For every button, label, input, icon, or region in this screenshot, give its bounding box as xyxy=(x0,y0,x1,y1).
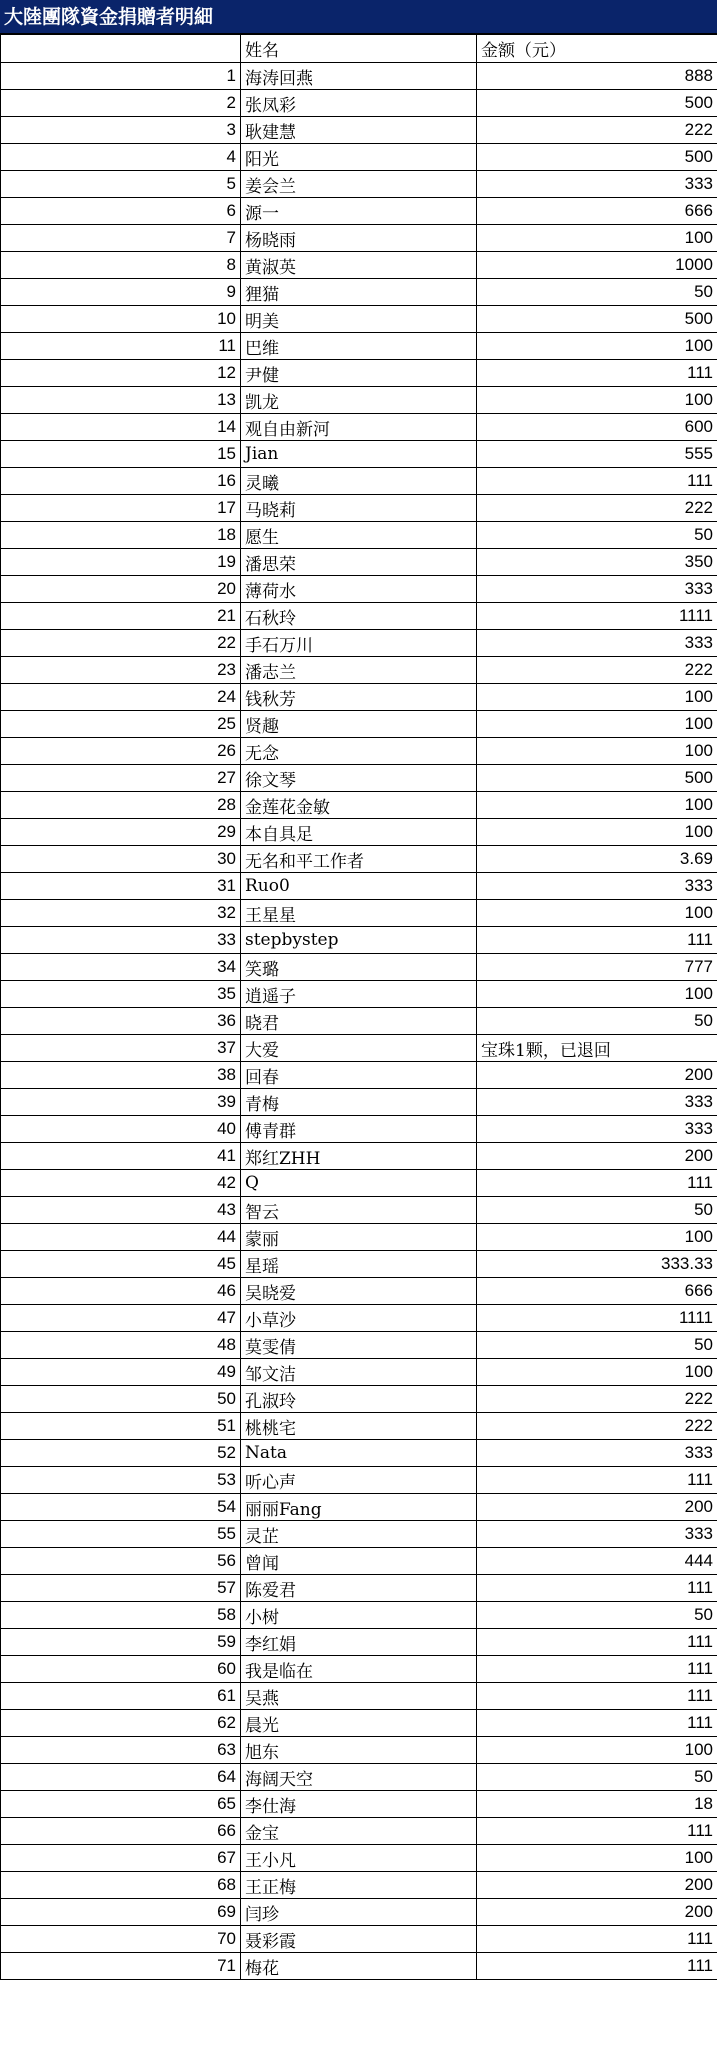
row-index: 52 xyxy=(1,1440,241,1467)
row-index: 8 xyxy=(1,252,241,279)
row-index: 38 xyxy=(1,1062,241,1089)
donation-amount: 666 xyxy=(477,198,717,225)
table-row xyxy=(1,1359,717,1386)
donation-amount: 333 xyxy=(477,576,717,603)
donation-amount: 100 xyxy=(477,333,717,360)
row-index: 30 xyxy=(1,846,241,873)
donor-name: 巴维 xyxy=(241,333,477,360)
donor-name: 无名和平工作者 xyxy=(241,846,477,873)
donation-amount: 50 xyxy=(477,1197,717,1224)
donor-name: 李红娟 xyxy=(241,1629,477,1656)
table-row xyxy=(1,1926,717,1953)
donation-amount: 500 xyxy=(477,144,717,171)
donor-name: 王小凡 xyxy=(241,1845,477,1872)
row-index: 6 xyxy=(1,198,241,225)
row-index: 22 xyxy=(1,630,241,657)
table-row xyxy=(1,144,717,171)
row-index: 50 xyxy=(1,1386,241,1413)
donation-amount: 111 xyxy=(477,1170,717,1197)
row-index: 7 xyxy=(1,225,241,252)
row-index: 29 xyxy=(1,819,241,846)
table-row xyxy=(1,1575,717,1602)
donation-amount: 111 xyxy=(477,1629,717,1656)
row-index: 43 xyxy=(1,1197,241,1224)
header-name: 姓名 xyxy=(241,35,477,63)
row-index: 56 xyxy=(1,1548,241,1575)
donation-amount: 18 xyxy=(477,1791,717,1818)
donation-amount: 1111 xyxy=(477,1305,717,1332)
table-row xyxy=(1,1197,717,1224)
donor-name: 陈爱君 xyxy=(241,1575,477,1602)
donor-name: 桃桃宅 xyxy=(241,1413,477,1440)
donation-amount: 333 xyxy=(477,1440,717,1467)
table-row xyxy=(1,630,717,657)
donation-amount: 222 xyxy=(477,1413,717,1440)
table-row xyxy=(1,792,717,819)
donor-name: 逍遥子 xyxy=(241,981,477,1008)
donation-amount: 200 xyxy=(477,1872,717,1899)
table-row xyxy=(1,1386,717,1413)
donation-amount: 350 xyxy=(477,549,717,576)
table-row xyxy=(1,657,717,684)
donor-name: 小草沙 xyxy=(241,1305,477,1332)
row-index: 32 xyxy=(1,900,241,927)
donor-name: 贤趣 xyxy=(241,711,477,738)
table-row xyxy=(1,1872,717,1899)
donor-name: 星瑶 xyxy=(241,1251,477,1278)
donation-amount: 50 xyxy=(477,1008,717,1035)
donation-amount: 500 xyxy=(477,90,717,117)
table-header-row xyxy=(1,35,717,63)
sheet-title: 大陸團隊資金捐贈者明細 xyxy=(0,0,717,34)
donor-name: 晓君 xyxy=(241,1008,477,1035)
donor-name: 大爱 xyxy=(241,1035,477,1062)
table-row xyxy=(1,1818,717,1845)
donation-amount: 100 xyxy=(477,387,717,414)
donor-name: 海阔天空 xyxy=(241,1764,477,1791)
table-row xyxy=(1,576,717,603)
table-row xyxy=(1,1089,717,1116)
row-index: 26 xyxy=(1,738,241,765)
table-row xyxy=(1,1494,717,1521)
donation-amount: 100 xyxy=(477,900,717,927)
table-row xyxy=(1,1683,717,1710)
donation-amount: 777 xyxy=(477,954,717,981)
row-index: 40 xyxy=(1,1116,241,1143)
donor-table xyxy=(0,34,717,1980)
row-index: 23 xyxy=(1,657,241,684)
header-index xyxy=(1,35,241,63)
table-row xyxy=(1,1332,717,1359)
donor-name: 薄荷水 xyxy=(241,576,477,603)
table-row xyxy=(1,1602,717,1629)
row-index: 70 xyxy=(1,1926,241,1953)
row-index: 35 xyxy=(1,981,241,1008)
row-index: 31 xyxy=(1,873,241,900)
donation-amount: 111 xyxy=(477,360,717,387)
donor-name: Nata xyxy=(241,1440,477,1467)
row-index: 61 xyxy=(1,1683,241,1710)
donation-amount: 1000 xyxy=(477,252,717,279)
header-amount: 金额（元） xyxy=(477,35,717,63)
donation-amount: 555 xyxy=(477,441,717,468)
row-index: 55 xyxy=(1,1521,241,1548)
donor-name: 张凤彩 xyxy=(241,90,477,117)
donor-name: 闫珍 xyxy=(241,1899,477,1926)
donor-name: 灵芷 xyxy=(241,1521,477,1548)
table-row xyxy=(1,1278,717,1305)
row-index: 45 xyxy=(1,1251,241,1278)
table-row xyxy=(1,279,717,306)
table-row xyxy=(1,1062,717,1089)
donation-amount: 333.33 xyxy=(477,1251,717,1278)
donor-name: 无念 xyxy=(241,738,477,765)
donor-name: Jian xyxy=(241,441,477,468)
donor-name: 郑红ZHH xyxy=(241,1143,477,1170)
table-row xyxy=(1,1116,717,1143)
donor-name: 金宝 xyxy=(241,1818,477,1845)
donor-name: 耿建慧 xyxy=(241,117,477,144)
row-index: 63 xyxy=(1,1737,241,1764)
donation-amount: 444 xyxy=(477,1548,717,1575)
table-row xyxy=(1,1629,717,1656)
donation-amount: 100 xyxy=(477,1224,717,1251)
row-index: 49 xyxy=(1,1359,241,1386)
donation-amount: 1111 xyxy=(477,603,717,630)
table-row xyxy=(1,1656,717,1683)
donor-name: 马晓莉 xyxy=(241,495,477,522)
table-row xyxy=(1,954,717,981)
table-row xyxy=(1,1899,717,1926)
row-index: 16 xyxy=(1,468,241,495)
donor-name: 笑璐 xyxy=(241,954,477,981)
table-row xyxy=(1,63,717,90)
row-index: 14 xyxy=(1,414,241,441)
row-index: 57 xyxy=(1,1575,241,1602)
table-row xyxy=(1,468,717,495)
table-row xyxy=(1,414,717,441)
donor-name: 黄淑英 xyxy=(241,252,477,279)
table-row xyxy=(1,1170,717,1197)
row-index: 20 xyxy=(1,576,241,603)
table-row xyxy=(1,738,717,765)
donation-amount: 500 xyxy=(477,306,717,333)
table-row xyxy=(1,495,717,522)
donation-amount: 100 xyxy=(477,225,717,252)
table-row xyxy=(1,306,717,333)
table-row xyxy=(1,360,717,387)
table-row xyxy=(1,684,717,711)
row-index: 46 xyxy=(1,1278,241,1305)
donor-name: 吴燕 xyxy=(241,1683,477,1710)
table-row xyxy=(1,171,717,198)
row-index: 9 xyxy=(1,279,241,306)
donation-amount: 111 xyxy=(477,1926,717,1953)
row-index: 25 xyxy=(1,711,241,738)
donation-amount: 100 xyxy=(477,738,717,765)
table-row xyxy=(1,1224,717,1251)
donation-amount: 111 xyxy=(477,927,717,954)
row-index: 64 xyxy=(1,1764,241,1791)
donor-name: 我是临在 xyxy=(241,1656,477,1683)
donor-name: 晨光 xyxy=(241,1710,477,1737)
donor-name: 金莲花金敏 xyxy=(241,792,477,819)
row-index: 5 xyxy=(1,171,241,198)
donation-amount: 111 xyxy=(477,468,717,495)
donation-amount: 111 xyxy=(477,1656,717,1683)
row-index: 36 xyxy=(1,1008,241,1035)
table-row xyxy=(1,1791,717,1818)
row-index: 12 xyxy=(1,360,241,387)
donor-name: 徐文琴 xyxy=(241,765,477,792)
donor-name: 手石万川 xyxy=(241,630,477,657)
row-index: 51 xyxy=(1,1413,241,1440)
donation-amount: 100 xyxy=(477,684,717,711)
donor-name: 源一 xyxy=(241,198,477,225)
table-row xyxy=(1,1008,717,1035)
donation-amount: 222 xyxy=(477,657,717,684)
donation-amount: 888 xyxy=(477,63,717,90)
donation-amount: 111 xyxy=(477,1467,717,1494)
donor-name: 听心声 xyxy=(241,1467,477,1494)
donation-amount: 600 xyxy=(477,414,717,441)
table-row xyxy=(1,1737,717,1764)
donation-amount: 3.69 xyxy=(477,846,717,873)
row-index: 47 xyxy=(1,1305,241,1332)
donor-name: 丽丽Fang xyxy=(241,1494,477,1521)
donor-name: 姜会兰 xyxy=(241,171,477,198)
row-index: 21 xyxy=(1,603,241,630)
table-row xyxy=(1,1953,717,1980)
row-index: 27 xyxy=(1,765,241,792)
donation-amount: 500 xyxy=(477,765,717,792)
donation-amount: 333 xyxy=(477,1116,717,1143)
row-index: 42 xyxy=(1,1170,241,1197)
row-index: 33 xyxy=(1,927,241,954)
row-index: 71 xyxy=(1,1953,241,1980)
donor-name: 蒙丽 xyxy=(241,1224,477,1251)
table-row xyxy=(1,765,717,792)
row-index: 54 xyxy=(1,1494,241,1521)
row-index: 53 xyxy=(1,1467,241,1494)
donor-name: 傅青群 xyxy=(241,1116,477,1143)
row-index: 24 xyxy=(1,684,241,711)
donor-name: 莫雯倩 xyxy=(241,1332,477,1359)
donation-amount: 333 xyxy=(477,1521,717,1548)
donor-name: 潘志兰 xyxy=(241,657,477,684)
table-row xyxy=(1,711,717,738)
row-index: 1 xyxy=(1,63,241,90)
table-row xyxy=(1,90,717,117)
table-row xyxy=(1,1035,717,1062)
table-row xyxy=(1,873,717,900)
row-index: 59 xyxy=(1,1629,241,1656)
donor-name: 明美 xyxy=(241,306,477,333)
donor-name: Q xyxy=(241,1170,477,1197)
row-index: 11 xyxy=(1,333,241,360)
row-index: 34 xyxy=(1,954,241,981)
donation-amount: 111 xyxy=(477,1818,717,1845)
donor-name: 王星星 xyxy=(241,900,477,927)
table-row xyxy=(1,441,717,468)
row-index: 44 xyxy=(1,1224,241,1251)
donation-amount: 100 xyxy=(477,1737,717,1764)
row-index: 37 xyxy=(1,1035,241,1062)
table-row xyxy=(1,198,717,225)
table-row xyxy=(1,522,717,549)
donation-amount: 200 xyxy=(477,1899,717,1926)
donor-name: 孔淑玲 xyxy=(241,1386,477,1413)
donor-name: 杨晓雨 xyxy=(241,225,477,252)
donation-amount: 100 xyxy=(477,819,717,846)
donor-rows xyxy=(1,63,717,1980)
row-index: 69 xyxy=(1,1899,241,1926)
donor-name: 曾闻 xyxy=(241,1548,477,1575)
table-row xyxy=(1,1143,717,1170)
row-index: 13 xyxy=(1,387,241,414)
table-row xyxy=(1,1440,717,1467)
table-row xyxy=(1,981,717,1008)
row-index: 67 xyxy=(1,1845,241,1872)
row-index: 65 xyxy=(1,1791,241,1818)
donor-name: 吴晓爱 xyxy=(241,1278,477,1305)
donor-name: 聂彩霞 xyxy=(241,1926,477,1953)
row-index: 3 xyxy=(1,117,241,144)
donor-name: 狸猫 xyxy=(241,279,477,306)
donation-amount: 200 xyxy=(477,1494,717,1521)
donor-name: 尹健 xyxy=(241,360,477,387)
donation-amount: 50 xyxy=(477,1332,717,1359)
donor-name: 愿生 xyxy=(241,522,477,549)
table-row xyxy=(1,117,717,144)
donation-amount: 111 xyxy=(477,1575,717,1602)
donor-name: 凯龙 xyxy=(241,387,477,414)
donation-amount: 333 xyxy=(477,630,717,657)
donation-amount: 222 xyxy=(477,495,717,522)
table-row xyxy=(1,1845,717,1872)
donation-amount: 333 xyxy=(477,1089,717,1116)
row-index: 2 xyxy=(1,90,241,117)
donation-amount: 222 xyxy=(477,117,717,144)
table-row xyxy=(1,900,717,927)
donation-amount: 222 xyxy=(477,1386,717,1413)
table-row xyxy=(1,1251,717,1278)
donor-name: 阳光 xyxy=(241,144,477,171)
donor-name: 回春 xyxy=(241,1062,477,1089)
row-index: 10 xyxy=(1,306,241,333)
donation-amount: 50 xyxy=(477,522,717,549)
row-index: 41 xyxy=(1,1143,241,1170)
donor-name: 青梅 xyxy=(241,1089,477,1116)
table-row xyxy=(1,225,717,252)
donor-name: Ruo0 xyxy=(241,873,477,900)
row-index: 15 xyxy=(1,441,241,468)
donor-name: 观自由新河 xyxy=(241,414,477,441)
donor-name: 海涛回燕 xyxy=(241,63,477,90)
donation-amount: 200 xyxy=(477,1143,717,1170)
table-row xyxy=(1,252,717,279)
donation-amount: 宝珠1颗，已退回 xyxy=(477,1035,717,1062)
donor-name: 旭东 xyxy=(241,1737,477,1764)
row-index: 60 xyxy=(1,1656,241,1683)
table-row xyxy=(1,1548,717,1575)
row-index: 58 xyxy=(1,1602,241,1629)
table-row xyxy=(1,1521,717,1548)
table-row xyxy=(1,1467,717,1494)
donation-amount: 333 xyxy=(477,171,717,198)
table-row xyxy=(1,1413,717,1440)
donation-amount: 100 xyxy=(477,792,717,819)
donation-amount: 100 xyxy=(477,711,717,738)
row-index: 28 xyxy=(1,792,241,819)
donation-amount: 100 xyxy=(477,1359,717,1386)
donation-amount: 100 xyxy=(477,1845,717,1872)
donation-amount: 50 xyxy=(477,279,717,306)
donor-name: 李仕海 xyxy=(241,1791,477,1818)
table-row xyxy=(1,846,717,873)
table-row xyxy=(1,1710,717,1737)
donation-amount: 100 xyxy=(477,981,717,1008)
row-index: 39 xyxy=(1,1089,241,1116)
row-index: 4 xyxy=(1,144,241,171)
donation-amount: 111 xyxy=(477,1953,717,1980)
donor-name: 本自具足 xyxy=(241,819,477,846)
donor-name: 钱秋芳 xyxy=(241,684,477,711)
donor-name: stepbystep xyxy=(241,927,477,954)
donation-amount: 200 xyxy=(477,1062,717,1089)
donation-amount: 333 xyxy=(477,873,717,900)
donor-name: 小树 xyxy=(241,1602,477,1629)
table-row xyxy=(1,819,717,846)
row-index: 17 xyxy=(1,495,241,522)
row-index: 19 xyxy=(1,549,241,576)
table-row xyxy=(1,927,717,954)
table-row xyxy=(1,1305,717,1332)
donation-amount: 111 xyxy=(477,1683,717,1710)
row-index: 66 xyxy=(1,1818,241,1845)
donation-amount: 666 xyxy=(477,1278,717,1305)
donation-amount: 50 xyxy=(477,1602,717,1629)
table-row xyxy=(1,387,717,414)
row-index: 18 xyxy=(1,522,241,549)
donor-name: 灵曦 xyxy=(241,468,477,495)
donor-name: 潘思荣 xyxy=(241,549,477,576)
donor-name: 邹文洁 xyxy=(241,1359,477,1386)
donor-name: 王正梅 xyxy=(241,1872,477,1899)
table-row xyxy=(1,603,717,630)
donor-name: 智云 xyxy=(241,1197,477,1224)
donor-name: 石秋玲 xyxy=(241,603,477,630)
table-row xyxy=(1,549,717,576)
donation-amount: 111 xyxy=(477,1710,717,1737)
row-index: 48 xyxy=(1,1332,241,1359)
table-row xyxy=(1,333,717,360)
table-row xyxy=(1,1764,717,1791)
donor-name: 梅花 xyxy=(241,1953,477,1980)
row-index: 62 xyxy=(1,1710,241,1737)
donation-amount: 50 xyxy=(477,1764,717,1791)
row-index: 68 xyxy=(1,1872,241,1899)
